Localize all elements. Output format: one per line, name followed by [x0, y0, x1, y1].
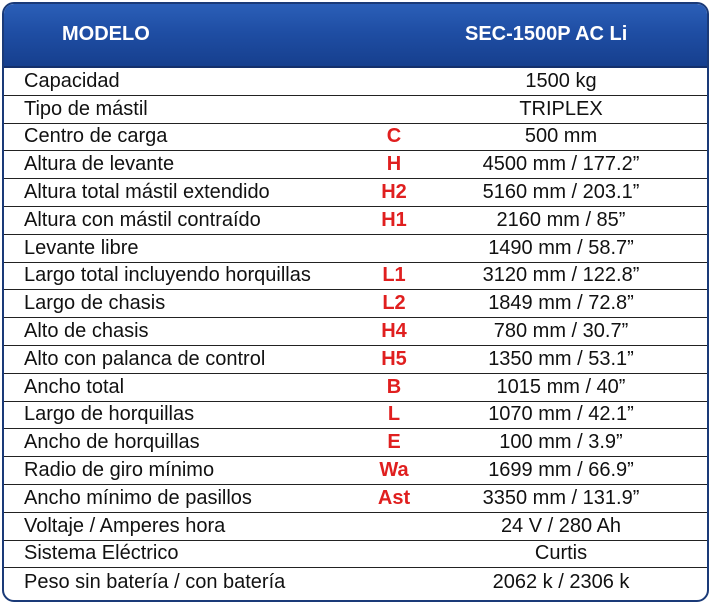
row-value: 4500 mm / 177.2”: [482, 153, 640, 176]
table-row: [4, 124, 707, 152]
header-model-value: SEC-1500P AC Li: [465, 23, 628, 45]
table-row: [4, 68, 707, 96]
row-label: Alto con palanca de control: [24, 347, 266, 370]
row-code: Ast: [377, 486, 411, 509]
table-row: [4, 290, 707, 318]
table-row: [4, 263, 707, 291]
row-value: 100 mm / 3.9”: [499, 431, 623, 454]
row-label: Altura de levante: [24, 153, 175, 176]
table-row: [4, 457, 707, 485]
row-label: Altura total mástil extendido: [24, 181, 270, 204]
table-row: [4, 402, 707, 430]
row-label: Sistema Eléctrico: [24, 542, 179, 565]
row-value: 3350 mm / 131.9”: [482, 486, 640, 509]
row-label: Tipo de mástil: [24, 97, 148, 120]
row-label: Voltaje / Amperes hora: [24, 514, 226, 537]
row-code: H5: [381, 347, 407, 370]
row-label: Ancho total: [24, 375, 125, 398]
table-row: [4, 96, 707, 124]
table-body: [4, 68, 707, 596]
row-value: 2062 k / 2306 k: [492, 570, 630, 593]
row-code: H4: [381, 320, 407, 343]
row-value: 1490 mm / 58.7”: [488, 236, 634, 259]
row-value: 24 V / 280 Ah: [500, 514, 622, 537]
row-value: 500 mm: [524, 125, 598, 148]
row-code: H: [386, 153, 402, 176]
row-label: Largo de horquillas: [24, 403, 195, 426]
table-row: [4, 207, 707, 235]
table-header: [4, 4, 707, 68]
row-value: 1849 mm / 72.8”: [488, 292, 634, 315]
row-value: 3120 mm / 122.8”: [482, 264, 640, 287]
row-label: Largo de chasis: [24, 292, 166, 315]
row-value: 1070 mm / 42.1”: [488, 403, 634, 426]
row-code: C: [386, 125, 402, 148]
row-value: 5160 mm / 203.1”: [482, 181, 640, 204]
table-row: [4, 541, 707, 569]
table-row: [4, 429, 707, 457]
row-value: 1699 mm / 66.9”: [488, 459, 634, 482]
row-code: L: [387, 403, 401, 426]
table-row: [4, 318, 707, 346]
row-value: 1500 kg: [525, 69, 597, 92]
table-row: [4, 513, 707, 541]
row-label: Peso sin batería / con batería: [24, 570, 286, 593]
table-row: [4, 346, 707, 374]
row-code: B: [386, 375, 402, 398]
row-value: 780 mm / 30.7”: [493, 320, 629, 343]
row-value: 2160 mm / 85”: [496, 208, 626, 231]
row-label: Ancho mínimo de pasillos: [24, 486, 252, 509]
row-code: L2: [382, 292, 406, 315]
table-row: [4, 374, 707, 402]
row-label: Centro de carga: [24, 125, 168, 148]
row-value: 1015 mm / 40”: [496, 375, 626, 398]
row-code: E: [387, 431, 401, 454]
row-code: Wa: [379, 459, 409, 482]
header-model-label: MODELO: [62, 23, 150, 45]
row-code: H2: [381, 181, 407, 204]
row-label: Alto de chasis: [24, 320, 149, 343]
table-row: [4, 568, 707, 596]
spec-table: [2, 2, 709, 602]
row-value: TRIPLEX: [519, 97, 603, 120]
row-label: Altura con mástil contraído: [24, 208, 261, 231]
row-label: Levante libre: [24, 236, 139, 259]
table-row: [4, 151, 707, 179]
row-value: 1350 mm / 53.1”: [488, 347, 634, 370]
row-code: L1: [382, 264, 406, 287]
table-row: [4, 235, 707, 263]
row-label: Ancho de horquillas: [24, 431, 200, 454]
row-code: H1: [381, 208, 407, 231]
table-row: [4, 485, 707, 513]
table-row: [4, 179, 707, 207]
row-label: Largo total incluyendo horquillas: [24, 264, 311, 287]
row-value: Curtis: [534, 542, 588, 565]
row-label: Capacidad: [24, 69, 120, 92]
row-label: Radio de giro mínimo: [24, 459, 215, 482]
